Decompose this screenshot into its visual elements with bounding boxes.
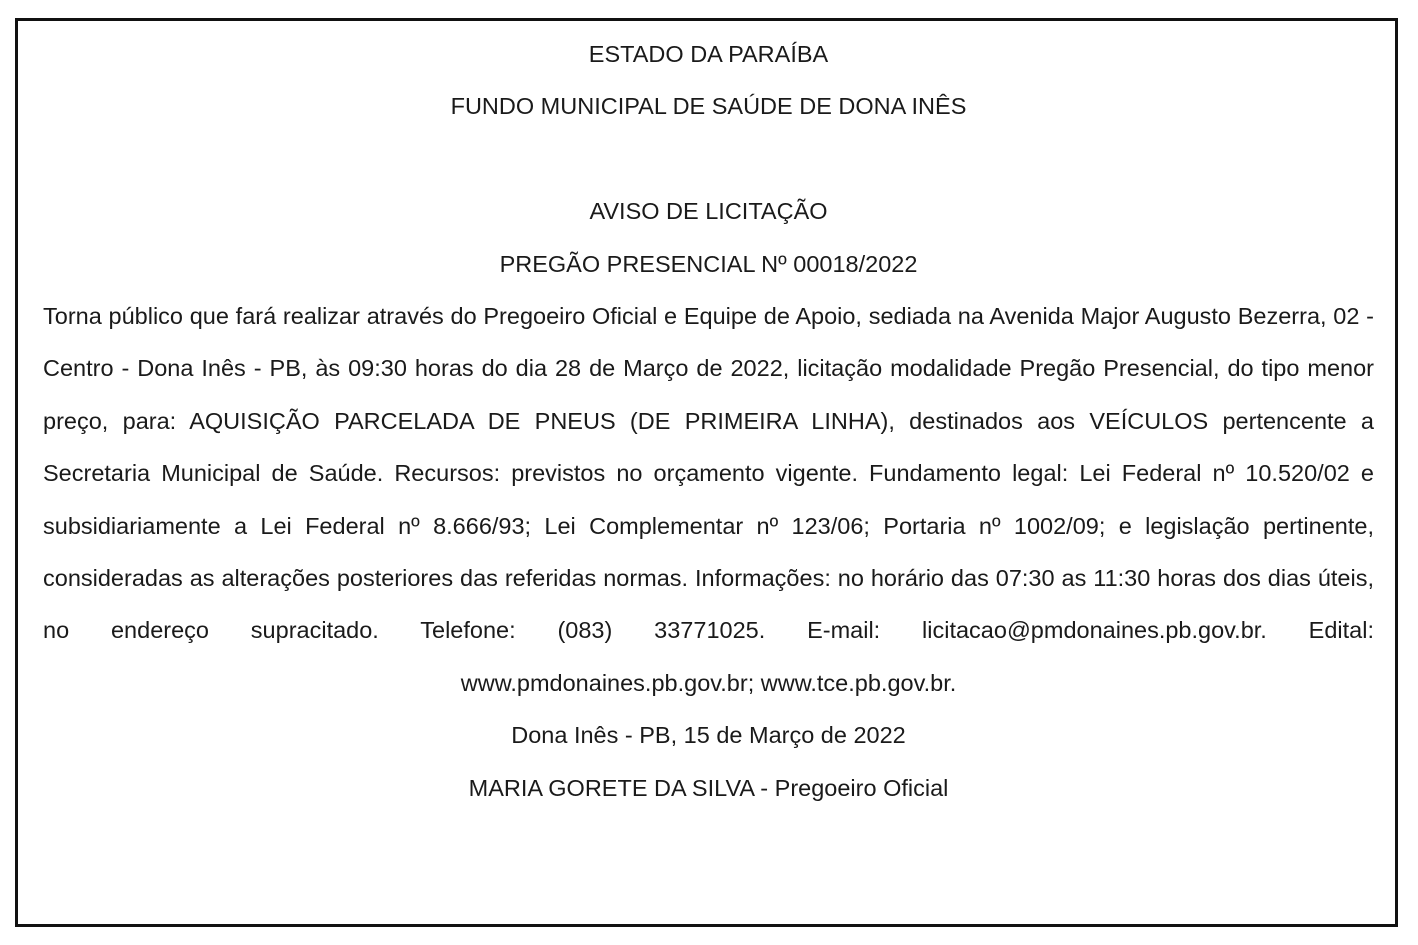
notice-title: AVISO DE LICITAÇÃO <box>589 198 828 225</box>
blank-line <box>43 133 1374 185</box>
signature-line: MARIA GORETE DA SILVA - Pregoeiro Oficial <box>468 774 949 801</box>
state-heading: ESTADO DA PARAÍBA <box>588 41 829 67</box>
procedure-number: PREGÃO PRESENCIAL Nº 00018/2022 <box>499 250 918 277</box>
notice-body: Torna público que fará realizar através do Pregoeiro Oficial e Equipe de Apoio, sediada na Avenida Major Augusto Bezerra, 02 - Centro - Dona Inês - PB, às 09:30 horas do dia 28 de Março de 2022, licitação modalidade Pregão Presencial, do tipo menor preço, para: AQUISIÇÃO PARCELADA DE PNEUS (DE PRIMEIRA LINHA), destinados aos VEÍCULOS pertencente a Secretaria Municipal de Saúde. Recursos: previstos no orçamento vigente. Fundamento legal: Lei Federal nº 10.520/02 e subsidiariamente a Lei Federal nº 8.666/93; Lei Complementar nº 123/06; Portaria nº 1002/09; e legislação pertinente, consideradas as alterações posteriores das referidas normas. Informações: no horário das 07:30 as 11:30 horas dos dias úteis, no endereço supracitado. Telefone: (083) 33771025. E-mail: licitacao@pmdonaines.pb.gov.br. Edital: www.pmdonaines.pb.gov.br; www.tce.pb.gov.br. <box>43 303 1374 696</box>
place-date: Dona Inês - PB, 15 de Março de 2022 <box>511 722 906 749</box>
entity-heading: FUNDO MUNICIPAL DE SAÚDE DE DONA INÊS <box>450 93 967 120</box>
notice-content <box>43 28 1374 814</box>
